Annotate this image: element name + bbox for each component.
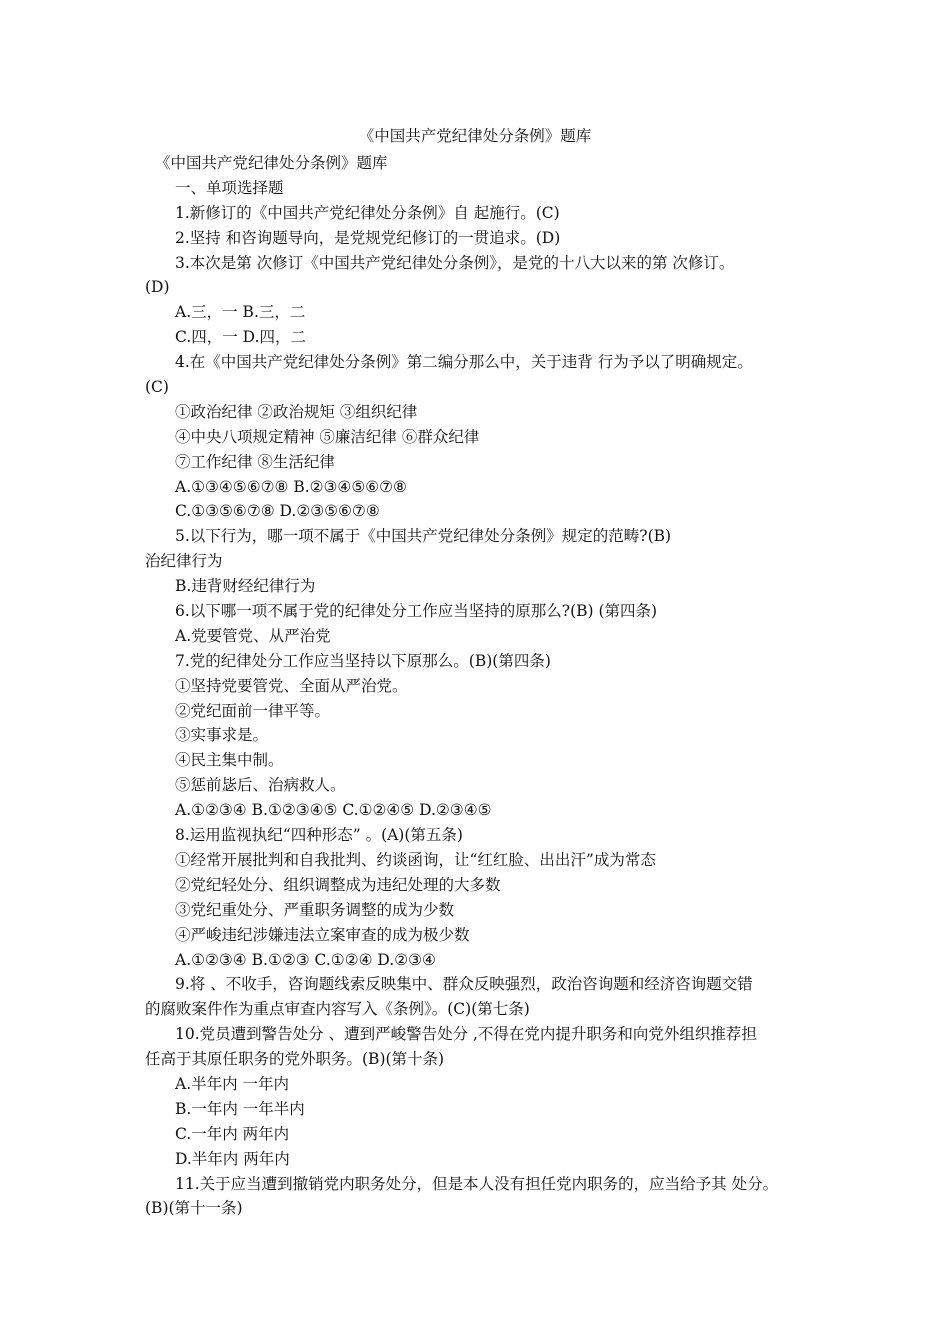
text-line: (B)(第十一条) <box>145 1199 243 1218</box>
text-line: 治纪律行为 <box>145 552 223 571</box>
text-line: 4.在《中国共产党纪律处分条例》第二编分那么中，关于违背 行为予以了明确规定。 <box>175 353 753 372</box>
text-line: ①政治纪律 ②政治规矩 ③组织纪律 <box>175 402 418 421</box>
text-line: 1.新修订的《中国共产党纪律处分条例》自 起施行。(C) <box>175 203 560 222</box>
text-line: ①经常开展批判和自我批判、约谈函询，让“红红脸、出出汗”成为常态 <box>175 850 656 869</box>
text-line: 5.以下行为，哪一项不属于《中国共产党纪律处分条例》规定的范畴?(B) <box>175 527 672 546</box>
text-line: ⑦工作纪律 ⑧生活纪律 <box>175 452 335 471</box>
document-body <box>145 151 825 1221</box>
text-line: 的腐败案件作为重点审查内容写入《条例》。(C)(第七条) <box>145 1000 530 1019</box>
text-line: A.①②③④ B.①②③ C.①②④ D.②③④ <box>175 950 436 969</box>
text-line: ④民主集中制。 <box>175 751 284 770</box>
text-line: D.半年内 两年内 <box>175 1149 290 1168</box>
text-line: B.一年内 一年半内 <box>175 1099 305 1118</box>
text-line: 3.本次是第 次修订《中国共产党纪律处分条例》，是党的十八大以来的第 次修订。 <box>175 253 735 272</box>
text-line: A.党要管党、从严治党 <box>175 626 331 645</box>
text-line: 11.关于应当遭到撤销党内职务处分，但是本人没有担任党内职务的，应当给予其 处分。 <box>175 1174 779 1193</box>
text-line: 《中国共产党纪律处分条例》题库 <box>155 154 388 172</box>
text-line: A.①③④⑤⑥⑦⑧ B.②③④⑤⑥⑦⑧ <box>175 477 407 496</box>
text-line: ④严峻违纪涉嫌违法立案审查的成为极少数 <box>175 925 470 944</box>
text-line: C.①③⑤⑥⑦⑧ D.②③⑤⑥⑦⑧ <box>175 502 380 521</box>
text-line: (C) <box>145 378 169 397</box>
text-line: ③实事求是。 <box>175 726 269 745</box>
text-line: C.一年内 两年内 <box>175 1124 290 1143</box>
text-line: ②党纪面前一律平等。 <box>175 701 331 720</box>
text-line: 一、单项选择题 <box>175 178 284 197</box>
text-line: B.违背财经纪律行为 <box>175 577 316 596</box>
text-line: ③党纪重处分、严重职务调整的成为少数 <box>175 900 455 919</box>
text-line: ⑤惩前毖后、治病救人。 <box>175 776 346 795</box>
text-line: (D) <box>145 278 170 297</box>
text-line: 7.党的纪律处分工作应当坚持以下原那么。(B)(第四条) <box>175 651 551 670</box>
text-line: A.三，一 B.三，二 <box>175 303 306 322</box>
text-line: A.半年内 一年内 <box>175 1074 290 1093</box>
text-line: ②党纪轻处分、组织调整成为违纪处理的大多数 <box>175 875 501 894</box>
text-line: ①坚持党要管党、全面从严治党。 <box>175 676 408 695</box>
text-line: 任高于其原任职务的党外职务。(B)(第十条) <box>145 1050 445 1069</box>
text-line: 2.坚持 和咨询题导向，是党规党纪修订的一贯追求。(D) <box>175 228 561 247</box>
text-line: A.①②③④ B.①②③④⑤ C.①②④⑤ D.②③④⑤ <box>175 801 492 820</box>
text-line: C.四，一 D.四，二 <box>175 328 306 347</box>
text-line: 9.将 、不收手，咨询题线索反映集中、群众反映强烈，政治咨询题和经济咨询题交错 <box>175 975 753 994</box>
document-title: 《中国共产党纪律处分条例》题库 <box>358 127 592 145</box>
text-line: 6.以下哪一项不属于党的纪律处分工作应当坚持的原那么?(B) (第四条) <box>175 602 658 621</box>
text-line: ④中央八项规定精神 ⑤廉洁纪律 ⑥群众纪律 <box>175 427 480 446</box>
text-line: 8.运用监视执纪“四种形态” 。(A)(第五条) <box>175 826 463 845</box>
text-line: 10.党员遭到警告处分 、遭到严峻警告处分 ,不得在党内提升职务和向党外组织推荐担 <box>175 1025 757 1044</box>
